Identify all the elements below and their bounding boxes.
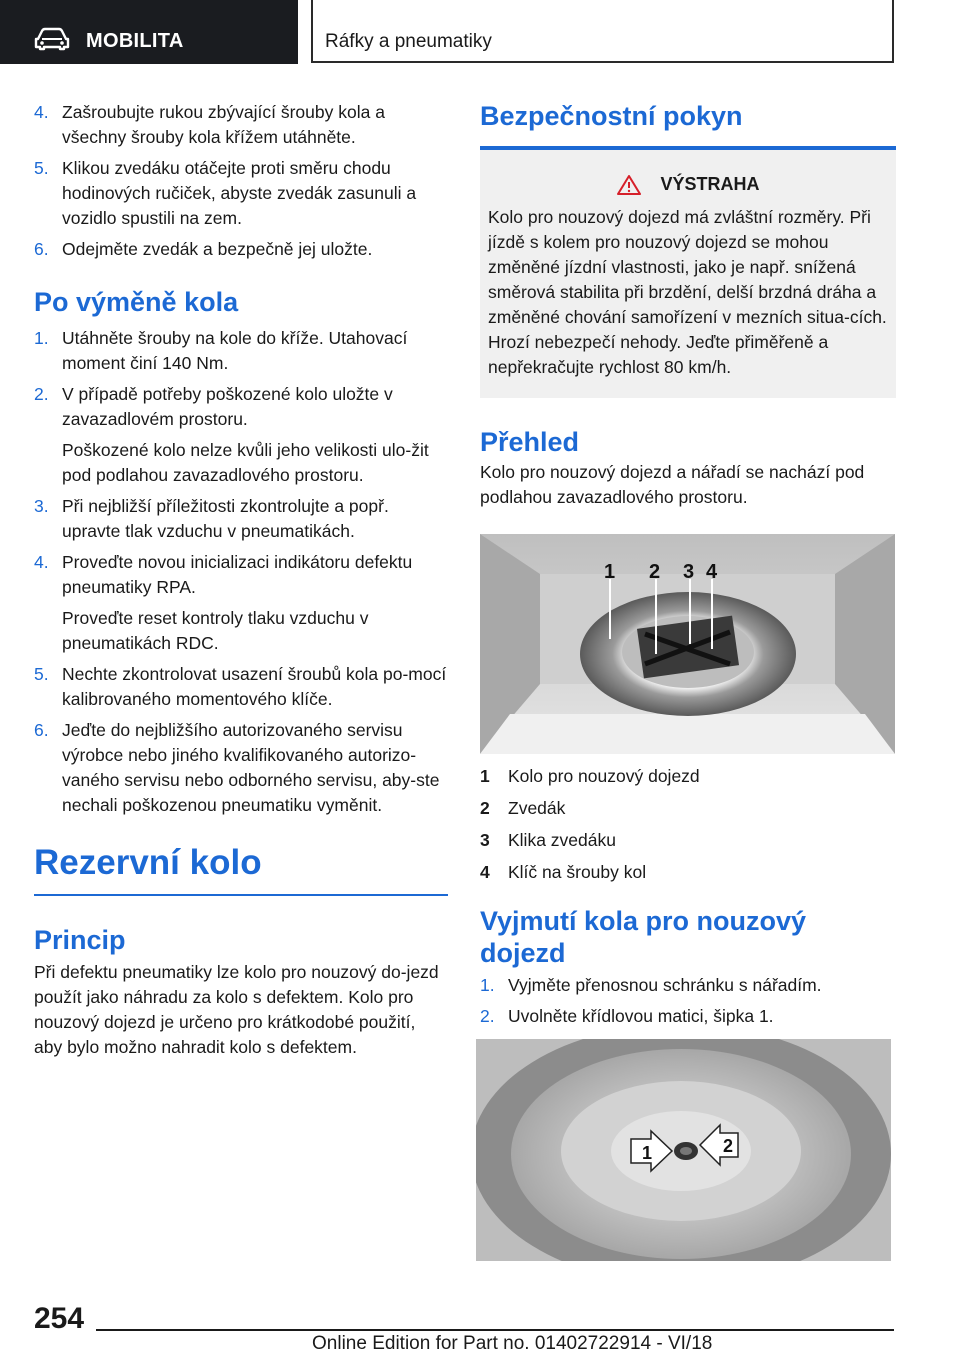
list-item: 1. Utáhněte šrouby na kole do kříže. Utahovací moment činí 140 Nm. (34, 328, 408, 373)
removal-heading: Vyjmutí kola pro nouzový dojezd (480, 906, 807, 968)
header-category: MOBILITA (86, 30, 184, 52)
list-item: 3. Při nejbližší příležitosti zkontrolujte a popř. upravte tlak vzduchu v pneumatikách. (34, 496, 389, 541)
trunk-spare-wheel-image (480, 534, 895, 754)
list-item: 6. Jeďte do nejbližšího autorizovaného servisu výrobce nebo jiného kvalifikovaného autorizo‐vaného servisu nebo odborného servisu, aby‐ste nechali poškozenou pneumatiku vyměnit. (34, 720, 440, 815)
warning-label: VÝSTRAHA (660, 174, 760, 194)
footer-divider (96, 1329, 894, 1331)
after-change-heading: Po výměně kola (34, 287, 239, 317)
car-icon (34, 27, 70, 51)
list-item: 5. Nechte zkontrolovat usazení šroubů kola po‐mocí kalibrovaného momentového klíče. (34, 664, 447, 709)
footer-edition: Online Edition for Part no. 01402722914 - VI/18 (312, 1333, 713, 1354)
image-label: 1 (642, 1143, 653, 1163)
warning-box (480, 150, 896, 398)
image-label: 3 (683, 561, 695, 583)
legend-row: 3 Klika zvedáku (480, 830, 616, 850)
right-column (480, 100, 896, 1261)
wing-nut-image (476, 1039, 891, 1261)
image-label: 4 (706, 561, 718, 583)
overview-heading: Přehled (480, 427, 580, 457)
legend-row: 1 Kolo pro nouzový dojezd (480, 766, 700, 786)
list-item: 4. Zašroubujte rukou zbývající šrouby kola a všechny šrouby kola křížem utáhněte. (34, 102, 385, 147)
image-legend (480, 764, 896, 885)
warning-triangle-icon (616, 174, 642, 196)
header-section-title: Ráfky a pneumatiky (325, 31, 492, 52)
image-label: 1 (604, 561, 616, 583)
safety-heading: Bezpečnostní pokyn (480, 100, 896, 150)
principle-heading: Princip (34, 925, 126, 955)
image-label: 2 (723, 1136, 734, 1156)
warning-text: Kolo pro nouzový dojezd má zvláštní rozměry. Při jízdě s kolem pro nouzový dojezd se mohou změněné jízdní vlastnosti, jako je např. snížená směrová stabilita při brzdění, delší brzdná dráha a změněné chování samořízení v mezních situa‐cích. Hrozí nebezpečí nehody. Jeďte přiměřeně a nepřekračujte rychlost 80 km/h. (488, 207, 887, 377)
principle-text: Při defektu pneumatiky lze kolo pro nouzový do‐jezd použít jako náhradu za kolo s defektem. Kolo pro nouzový dojezd je určeno pro krátkodobé použití, aby bylo možno nahradit kolo s defektem. (34, 962, 439, 1057)
legend-row: 4 Klíč na šrouby kol (480, 862, 647, 882)
warning-header (488, 172, 888, 197)
list-item: 1. Vyjměte přenosnou schránku s nářadím. (480, 975, 822, 995)
list-item: 2. Uvolněte křídlovou matici, šipka 1. (480, 1006, 774, 1026)
image-label: 2 (649, 561, 661, 583)
list-item: 4. Proveďte novou inicializaci indikátoru defektu pneumatiky RPA. Proveďte reset kontroly tlaku vzduchu v pneumatikách RDC. (34, 552, 413, 653)
list-item: 5. Klikou zvedáku otáčejte proti směru chodu hodinových ručiček, abyste zvedák zasunuli a vozidlo spustili na zem. (34, 158, 417, 228)
list-item: 2. V případě potřeby poškozené kolo uložte v zavazadlovém prostoru. Poškozené kolo nelze kvůli jeho velikosti ulo‐žit pod podlahou zavazadlového prostoru. (34, 384, 429, 485)
list-item: 6. Odejměte zvedák a bezpečně jej uložte. (34, 239, 373, 259)
left-column (34, 100, 448, 1060)
header-category-bar (0, 0, 298, 64)
legend-row: 2 Zvedák (480, 798, 566, 818)
spare-wheel-heading: Rezervní kolo (34, 842, 448, 896)
overview-text: Kolo pro nouzový dojezd a nářadí se nachází pod podlahou zavazadlového prostoru. (480, 462, 865, 507)
page-number: 254 (34, 1302, 85, 1335)
header-section-box (311, 0, 894, 63)
